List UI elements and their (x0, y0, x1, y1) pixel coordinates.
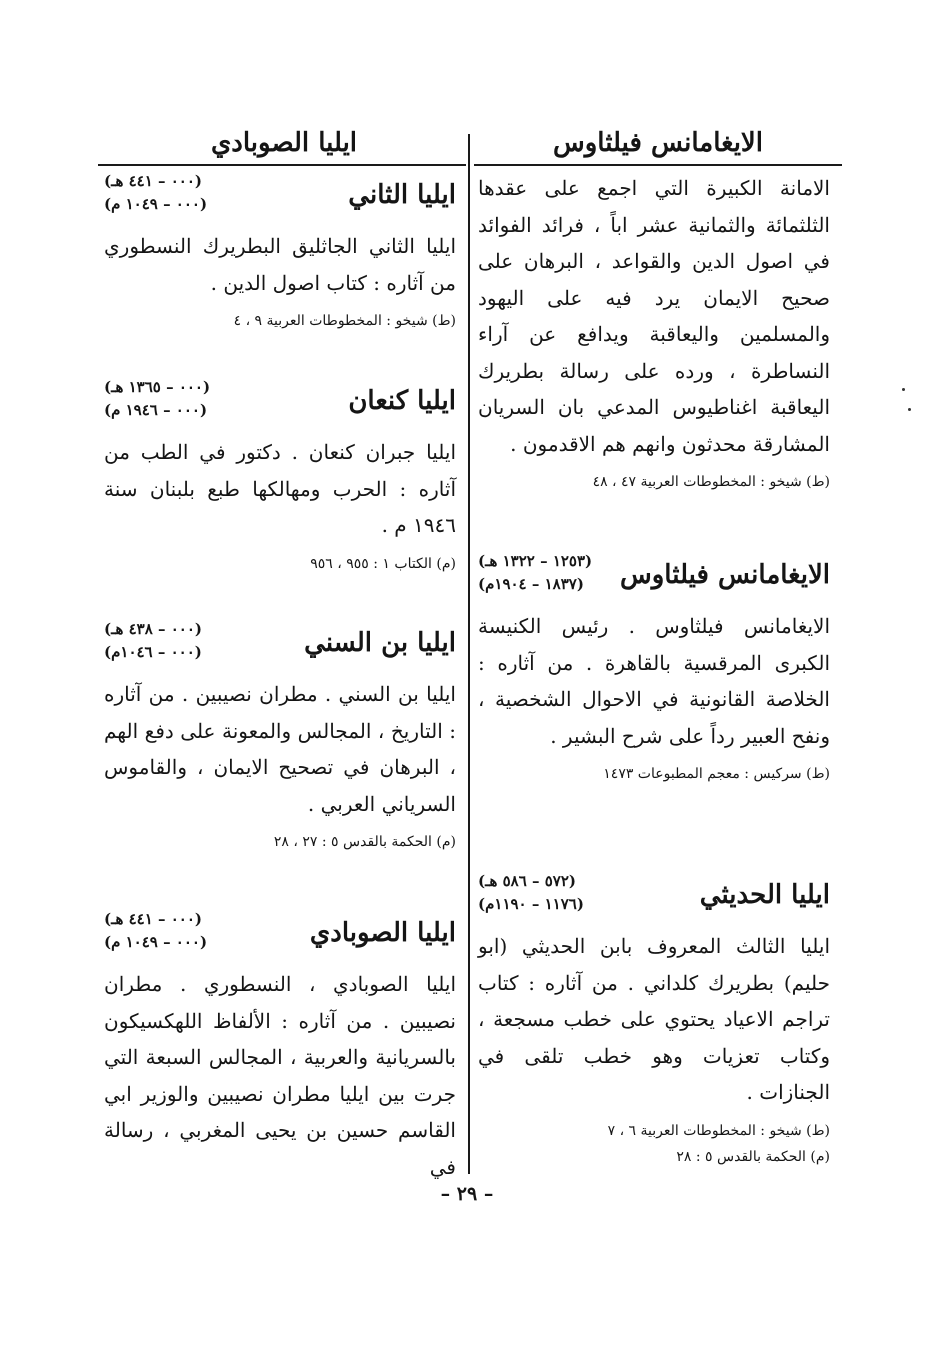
entry-dates (104, 170, 207, 216)
entry-name: ايليا الحديثي (699, 880, 830, 910)
reference-note: (ط) شيخو : المخطوطات العربية ٩ ، ٤ (233, 313, 456, 329)
entry-text: ايليا الثالث المعروف بابن الحديثي (ابو حليم) بطريرك كلداني . من آثاره : كتاب تراجم الاعياد يحتوي على خطب مسجعة ، وكتاب تعزيات وهو خطب تلقى في الجنازات . (478, 934, 830, 1104)
entry-heading (478, 868, 830, 928)
left-column (96, 168, 464, 1178)
entry-text: ايليا جبران كنعان . دكتور في الطب من آثاره : الحرب ومهالكها طبع بلبنان سنة ١٩٤٦ م . (104, 440, 456, 537)
header-rule-right (474, 164, 842, 166)
dates-gregorian: (٠٠٠ – ١٠٤٩ م) (104, 195, 208, 213)
dates-hijri: (٠٠٠ – ١٣٦٥ هـ) (104, 378, 211, 396)
reference-note: (م) الحكمة بالقدس ٥ : ٢٨ (676, 1148, 830, 1165)
entry-text: الايغامانس فيلثاوس . رئيس الكنيسة الكبرى المرقسية بالقاهرة . من آثاره : الخلاصة القانونية في الاحوال الشخصية ، ونفح العبير رداً على شرح البشير . (478, 614, 830, 748)
dates-hijri: (١٢٥٣ – ١٣٢٢ هـ) (478, 552, 593, 570)
ink-speck (908, 408, 911, 411)
entry-dates (478, 550, 592, 596)
entry-text: ايليا بن السني . مطران نصيبين . من آثاره : التاريخ ، المجالس والمعونة على دفع الهم ، البرهان في تصحيح الايمان ، والقاموس السرياني العربي . (104, 682, 456, 816)
dates-hijri: (٠٠٠ – ٤٤١ هـ) (104, 910, 203, 928)
entry-dates (478, 870, 584, 916)
header-rule-left (98, 164, 466, 166)
entry-name: ايليا كنعان (348, 386, 456, 416)
dates-hijri: (٥٧٢ – ٥٨٦ هـ) (478, 872, 577, 890)
entry-dates (104, 376, 210, 422)
biography-entry (478, 868, 830, 1169)
reference-note: (م) الكتاب ١ : ٩٥٥ ، ٩٥٦ (310, 555, 456, 572)
entry-dates (104, 908, 207, 954)
dates-hijri: (٠٠٠ – ٤٣٨ هـ) (104, 620, 203, 638)
dates-gregorian: (٠٠٠ – ١٠٤٩ م) (104, 933, 208, 951)
dates-gregorian: (١١٧٦ – ١١٩٠م) (478, 895, 584, 913)
continuation-entry (478, 170, 830, 494)
entry-text: ايليا الصوبادي ، النسطوري . مطران نصيبين . من آثاره : الألفاظ اللهكسيكون بالسريانية والعربية ، المجالس السبعة التي جرت بين ايليا مطران نصيبين والوزير ابي القاسم حسين بن يحيى المغربي ، رسالة في (104, 972, 456, 1179)
biography-entry (104, 374, 456, 576)
right-column (470, 168, 838, 1178)
dates-gregorian: (٠٠٠ – ١٠٤٦م) (104, 643, 202, 661)
running-header-right: الايغامانس فيلثاوس (553, 128, 763, 158)
biography-entry (104, 616, 456, 854)
reference-note: (م) الحكمة بالقدس ٥ : ٢٧ ، ٢٨ (273, 834, 456, 850)
biography-entry (478, 548, 830, 786)
reference-note: (ط) شيخو : المخطوطات العربية ٤٧ ، ٤٨ (592, 474, 830, 490)
entry-heading (104, 374, 456, 434)
ink-speck (902, 388, 905, 391)
biography-entry (104, 168, 456, 333)
entry-name: الايغامانس فيلثاوس (620, 560, 830, 590)
entry-text: ايليا الثاني الجاثليق البطريرك النسطوري من آثاره : كتاب اصول الدين . (104, 234, 456, 295)
reference-note: (ط) شيخو : المخطوطات العربية ٦ ، ٧ (607, 1122, 830, 1139)
reference-note: (ط) سركيس : معجم المطبوعات ١٤٧٣ (603, 766, 830, 782)
entry-heading (104, 168, 456, 228)
entry-heading (478, 548, 830, 608)
entry-heading (104, 616, 456, 676)
page-number: – ٢٩ – (440, 1183, 494, 1205)
dates-gregorian: (٠٠٠ – ١٩٤٦ م) (104, 401, 208, 419)
biography-entry (104, 906, 456, 1185)
running-header-left: ايليا الصوبادي (210, 128, 358, 158)
entry-heading (104, 906, 456, 966)
dates-hijri: (٠٠٠ – ٤٤١ هـ) (104, 172, 203, 190)
continuation-text: الامانة الكبيرة التي اجمع على عقدها الثلثمائة والثمانية عشر اباً ، فرائد الفوائد في اصول الدين والقواعد ، البرهان على صحيح الايمان يرد فيه على اليهود والمسلمين واليعاقبة ويدافع عن آراء النساطرة ، ورده على رسالة بطريرك اليعاقبة اغناطيوس المدعي بان السريان المشارقة محدثون وانهم هم الاقدمون . (478, 176, 830, 456)
entry-name: ايليا الثاني (348, 180, 456, 210)
entry-name: ايليا بن السني (304, 628, 456, 658)
dates-gregorian: (١٨٣٧ – ١٩٠٤م) (478, 575, 584, 593)
entry-name: ايليا الصوبادي (309, 918, 456, 948)
entry-dates (104, 618, 202, 664)
